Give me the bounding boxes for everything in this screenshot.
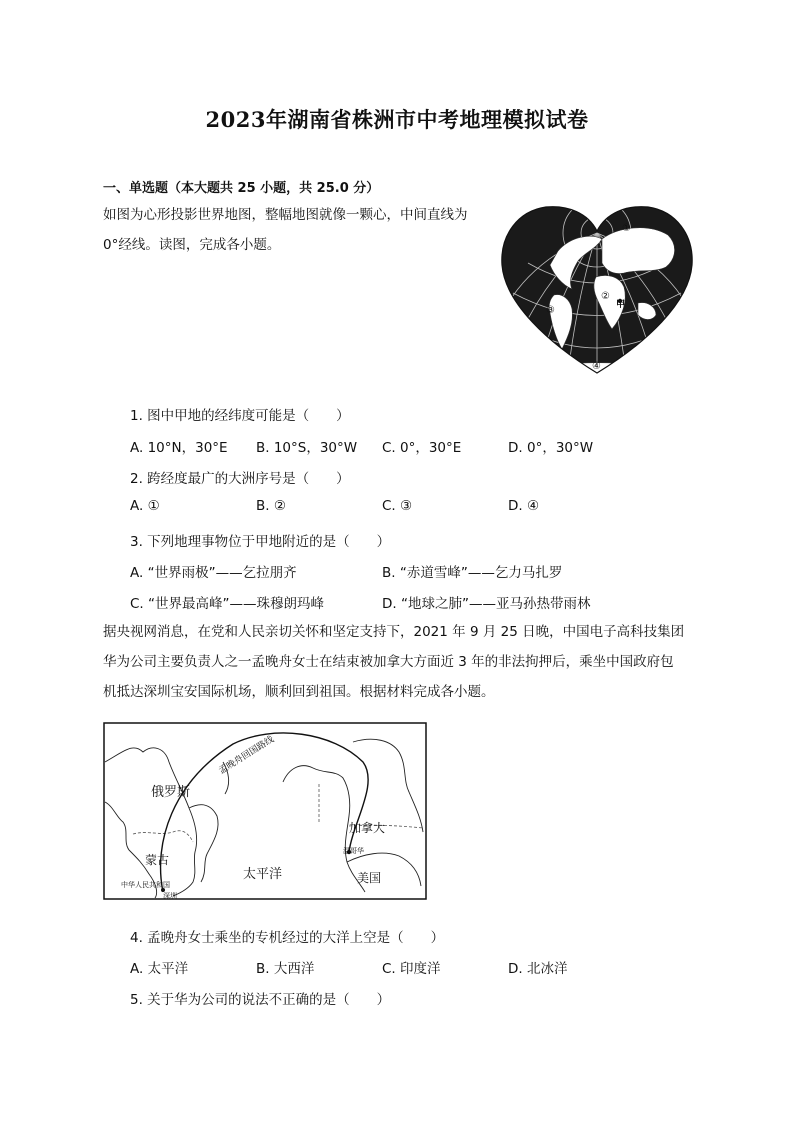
- map-label-3: ③: [546, 305, 555, 316]
- q3-option-a[interactable]: A. “世界雨极”——乞拉朋齐: [130, 565, 297, 581]
- question-1-stem: 1. 图中甲地的经纬度可能是（ ）: [130, 408, 350, 424]
- china-label: 中华人民共和国: [121, 881, 170, 889]
- shenzhen-label: 深圳: [163, 892, 177, 900]
- flight-route-map: [103, 722, 427, 900]
- q1-option-b[interactable]: B. 10°S，30°W: [256, 440, 358, 456]
- map-label-1: ①: [622, 223, 631, 234]
- pacific-label: 太平洋: [243, 867, 283, 882]
- section-heading: 一、单选题（本大题共 25 小题，共 25.0 分）: [103, 181, 380, 196]
- question-3-stem: 3. 下列地理事物位于甲地附近的是（ ）: [130, 534, 391, 550]
- russia-label: 俄罗斯: [151, 785, 191, 800]
- q1-option-d[interactable]: D. 0°，30°W: [508, 440, 594, 456]
- intro-line: 机抵达深圳宝安国际机场，顺利回到祖国。根据材料完成各小题。: [103, 684, 495, 700]
- question-2-stem: 2. 跨经度最广的大洲序号是（ ）: [130, 471, 350, 487]
- q4-option-d[interactable]: D. 北冰洋: [508, 961, 568, 977]
- q2-option-d[interactable]: D. ④: [508, 498, 540, 514]
- q3-option-b[interactable]: B. “赤道雪峰”——乞力马扎罗: [382, 565, 563, 581]
- usa-label: 美国: [357, 871, 382, 885]
- intro-paragraph-2: [103, 617, 703, 707]
- heart-projection-map: [498, 203, 696, 375]
- q2-option-a[interactable]: A. ①: [130, 498, 160, 514]
- q4-option-a[interactable]: A. 太平洋: [130, 961, 189, 977]
- canada-label: 加拿大: [349, 821, 386, 835]
- q4-option-c[interactable]: C. 印度洋: [382, 961, 441, 977]
- q1-option-a[interactable]: A. 10°N，30°E: [130, 440, 228, 456]
- intro-paragraph-1: [103, 200, 468, 260]
- route-label: 孟晚舟回国路线: [217, 734, 277, 777]
- q3-option-d[interactable]: D. “地球之肺”——亚马孙热带雨林: [382, 596, 591, 612]
- question-5-stem: 5. 关于华为公司的说法不正确的是（ ）: [130, 992, 391, 1008]
- q2-option-c[interactable]: C. ③: [382, 498, 413, 514]
- map-label-2: ②: [601, 291, 610, 302]
- intro-line: 如图为心形投影世界地图，整幅地图就像一颗心，中间直线为: [103, 207, 468, 223]
- map-label-4: ④: [592, 361, 601, 372]
- mongolia-label: 蒙古: [145, 853, 170, 867]
- q4-option-b[interactable]: B. 大西洋: [256, 961, 315, 977]
- q1-option-c[interactable]: C. 0°，30°E: [382, 440, 462, 456]
- intro-line: 据央视网消息，在党和人民亲切关怀和坚定支持下，2021 年 9 月 25 日晚，中国电子高科技集团: [103, 624, 685, 640]
- intro-line: 华为公司主要负责人之一孟晚舟女士在结束被加拿大方面近 3 年的非法拘押后，乘坐中国政府包: [103, 654, 674, 670]
- q2-option-b[interactable]: B. ②: [256, 498, 286, 514]
- q3-option-c[interactable]: C. “世界最高峰”——珠穆朗玛峰: [130, 596, 324, 612]
- map-label-jia: 甲: [616, 300, 626, 310]
- intro-line: 0°经线。读图，完成各小题。: [103, 237, 281, 253]
- page-title: 2023年湖南省株洲市中考地理模拟试卷: [205, 107, 589, 132]
- question-4-stem: 4. 孟晚舟女士乘坐的专机经过的大洋上空是（ ）: [130, 930, 445, 946]
- vancouver-label: 温哥华: [343, 847, 364, 855]
